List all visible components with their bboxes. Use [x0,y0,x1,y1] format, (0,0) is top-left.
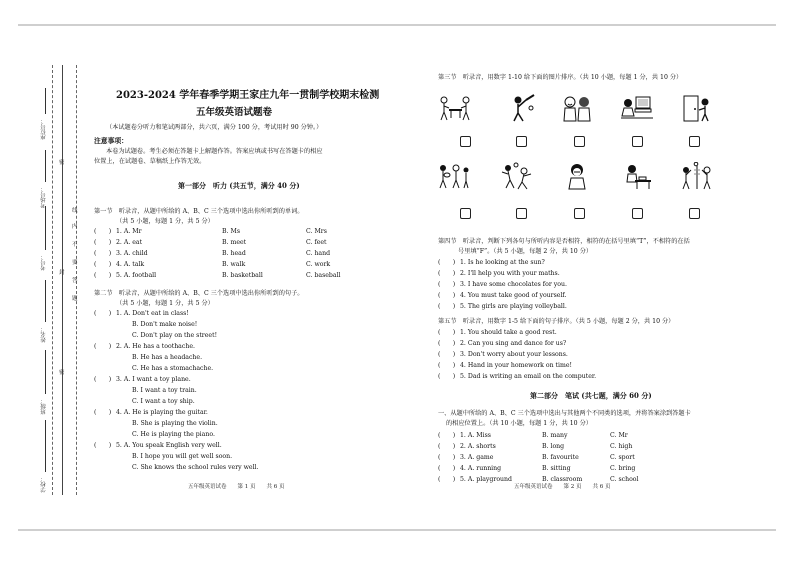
answer-paren[interactable]: ( ) [438,340,456,347]
option-c: C. high [610,443,633,450]
footer-page-2: 五年级英语试卷 第 2 页 共 6 页 [514,484,611,490]
option-c: C. bring [610,465,636,472]
option-a: 2. A. He has a toothache. [116,343,195,350]
option-b: B. Ms [222,228,240,235]
sentence: 1. You should take a good rest. [460,329,557,336]
option-b: B. head [222,250,246,257]
page-2 [434,70,764,500]
list-item [438,340,566,347]
school-blank[interactable] [45,420,46,472]
sec4-instruction-1: 第四节 听录音，判断下列各句与所听内容是否相符，相符的在括号里填“T”，不相符的在括 [438,238,690,245]
cut-line-outer [52,65,53,495]
option-c: C. He has a stomachache. [132,365,214,372]
sec3-instruction: 第三节 听录音，用数字 1-10 给下面的图片排序。（共 10 小题，每题 1 分，共 10 分） [438,74,683,81]
option-a: 5. A. playground [460,476,512,483]
option-c: C. sport [610,454,635,461]
baseball-batter-icon [504,94,538,122]
option-a: 1. A. Miss [460,432,491,439]
answer-paren[interactable]: ( ) [438,432,456,439]
sec4-instruction-2: 号里填“F”。（共 5 小题，每题 2 分，共 10 分） [458,248,593,255]
list-item [94,442,222,449]
list-item [438,443,496,450]
list-item [438,259,545,266]
bottom-rule [18,529,776,531]
statement: 2. I'll help you with your maths. [460,270,560,277]
answer-paren[interactable]: ( ) [94,261,112,268]
list-item [438,292,566,299]
statement: 3. I have some chocolates for you. [460,281,567,288]
answer-paren[interactable]: ( ) [438,259,456,266]
school-label: 学校： [41,476,47,493]
notice-heading: 注意事项： [94,137,128,145]
list-item [94,228,142,235]
seal-char-ti: 题 [72,296,78,302]
part2-heading: 第二部分 笔试 (共七题，满分 60 分) [530,391,652,400]
answer-paren[interactable]: ( ) [94,239,112,246]
answer-paren[interactable]: ( ) [438,443,456,450]
answer-paren[interactable]: ( ) [438,465,456,472]
seal-char-nei: 内 [72,224,78,230]
answer-box-pic-10[interactable] [689,208,700,219]
answer-paren[interactable]: ( ) [438,303,456,310]
notice-line-1: 本卷为试题卷。考生必须在答题卡上解题作答。答案应填或书写在答题卡的相应 [106,148,323,155]
option-a: 4. A. running [460,465,502,472]
answer-box-pic-8[interactable] [574,208,585,219]
seal-char-mi: 密 [59,160,65,166]
answer-paren[interactable]: ( ) [94,228,112,235]
option-a: 5. A. You speak English very well. [116,442,222,449]
band-playing-icon [436,162,470,190]
class-blank[interactable] [45,350,46,394]
boy-at-computer-icon [620,94,654,122]
p2-sec1-instruction-2: 的相应位置上。（共 10 小题，每题 1 分，共 10 分） [446,420,592,427]
list-item [438,303,567,310]
answer-paren[interactable]: ( ) [94,376,112,383]
part1-heading: 第一部分 听力 (共五节，满分 40 分) [178,181,300,190]
seal-line [62,65,63,495]
option-c: C. Mrs [306,228,327,235]
option-a: 3. A. I want a toy plane. [116,376,191,383]
boy-at-door-icon [680,94,714,122]
option-a: 5. A. football [116,272,157,279]
option-a: 4. A. He is playing the guitar. [116,409,208,416]
option-c: C. hand [306,250,331,257]
option-b: B. meet [222,239,247,246]
option-b: B. basketball [222,272,263,279]
list-item [438,465,501,472]
statement: 1. Is he looking at the sun? [460,259,545,266]
option-c: C. baseball [306,272,341,279]
top-rule [18,24,776,26]
list-item [438,454,493,461]
option-b: B. sitting [542,465,571,472]
list-item [438,281,567,288]
sec1-instruction: 第一节 听录音，从题中所给的 A、B、C 三个选项中选出你所听到的单词。 [94,208,304,215]
option-c: C. She knows the school rules very well. [132,464,259,471]
list-item [94,310,189,317]
list-item [438,351,568,358]
option-c: C. He is playing the piano. [132,431,215,438]
answer-paren[interactable]: ( ) [438,351,456,358]
list-item [438,373,596,380]
sentence: 3. Don't worry about your lessons. [460,351,568,358]
list-item [438,476,512,483]
list-item [94,250,148,257]
children-playing-icon [500,162,534,190]
exam-number-blank[interactable] [45,206,46,250]
sentence: 5. Dad is writing an email on the computer. [460,373,597,380]
p2-sec1-instruction-1: 一、从题中所给的 A、B、C 三个选项中选出与其他两个不同类的选项，并将答案涂到答题卡 [438,410,691,417]
option-b: B. classroom [542,476,583,483]
answer-paren[interactable]: ( ) [94,272,112,279]
option-c: C. feet [306,239,327,246]
exam-title: 2023-2024 学年春季学期王家庄九年一贯制学校期末检测 [116,90,380,101]
answer-paren[interactable]: ( ) [438,373,456,380]
list-item [438,432,491,439]
exam-room-blank[interactable] [45,150,46,182]
answer-paren[interactable]: ( ) [438,329,456,336]
name-blank[interactable] [45,280,46,322]
seat-number-blank[interactable] [45,88,46,114]
seal-char-feng: 封 [59,270,65,276]
seal-char-da: 答 [72,278,78,284]
option-b: B. She is playing the violin. [132,420,218,427]
ping-pong-players-icon [438,94,472,122]
answer-box-pic-1[interactable] [460,136,471,147]
option-c: C. work [306,261,331,268]
sentence: 2. Can you sing and dance for us? [460,340,567,347]
option-b: B. I want a toy train. [132,387,197,394]
exam-subtitle: 五年级英语试题卷 [196,107,273,118]
option-c: C. school [610,476,639,483]
answer-paren[interactable]: ( ) [438,281,456,288]
list-item [438,329,557,336]
exam-note: （本试题卷分听力和笔试两部分，共六页，满分 100 分，考试用时 90 分钟。） [106,124,323,131]
answer-box-pic-2[interactable] [516,136,527,147]
answer-box-pic-9[interactable] [632,208,643,219]
sec2-sub: （共 5 小题，每题 1 分，共 5 分） [116,300,214,307]
option-b: B. many [542,432,568,439]
answer-paren[interactable]: ( ) [94,250,112,257]
sick-child-icon [560,162,594,190]
seal-char-mi-2: 密 [59,370,65,376]
option-b: B. Don't make noise! [132,321,198,328]
answer-paren[interactable]: ( ) [438,476,456,483]
option-a: 3. A. game [460,454,494,461]
option-b: B. He has a headache. [132,354,203,361]
class-label: 班级： [41,398,47,415]
answer-paren[interactable]: ( ) [94,310,112,317]
list-item [438,270,560,277]
page-1 [88,80,410,500]
exam-room-label: 考场号： [41,186,47,208]
option-a: 2. A. eat [116,239,143,246]
answer-box-pic-5[interactable] [689,136,700,147]
children-laughing-icon [560,94,594,122]
seal-char-bu: 不 [72,242,78,248]
boy-writing-icon [620,162,654,190]
option-c: C. Don't play on the street! [132,332,218,339]
answer-box-pic-6[interactable] [460,208,471,219]
statement: 5. The girls are playing volleyball. [460,303,567,310]
option-b: B. long [542,443,565,450]
sec2-instruction: 第二节 听录音，从题中所给的 A、B、C 三个选项中选出你所听到的句子。 [94,290,304,297]
seat-number-label: 座位号： [41,118,47,140]
option-b: B. favourite [542,454,579,461]
option-a: 2. A. shorts [460,443,496,450]
seal-char-yao: 要 [72,260,78,266]
list-item [94,261,144,268]
answer-paren[interactable]: ( ) [94,409,112,416]
list-item [94,272,156,279]
name-label: 姓名： [41,326,47,343]
sec5-instruction: 第五节 听录音，用数字 1-5 给下面的句子排序。（共 5 小题，每题 2 分，共 10 分） [438,318,675,325]
sec1-sub: （共 5 小题，每题 1 分，共 5 分） [116,218,214,225]
seal-char-xian: 线 [72,208,78,214]
answer-paren[interactable]: ( ) [94,343,112,350]
list-item [94,239,142,246]
answer-paren[interactable]: ( ) [438,454,456,461]
answer-box-pic-4[interactable] [632,136,643,147]
answer-paren[interactable]: ( ) [438,362,456,369]
answer-box-pic-3[interactable] [574,136,585,147]
option-a: 1. A. Mr [116,228,142,235]
list-item [94,409,208,416]
option-a: 3. A. child [116,250,148,257]
option-a: 4. A. talk [116,261,145,268]
notice-line-2: 位置上，在试题卷、草稿纸上作答无效。 [94,158,206,165]
sentence: 4. Hand in your homework on time! [460,362,573,369]
exam-number-label: 考号： [41,254,47,271]
statement: 4. You must take good of yourself. [460,292,567,299]
option-b: B. I hope you will get well soon. [132,453,233,460]
answer-paren[interactable]: ( ) [438,270,456,277]
option-c: C. I want a toy ship. [132,398,195,405]
answer-paren[interactable]: ( ) [94,442,112,449]
answer-paren[interactable]: ( ) [438,292,456,299]
list-item [94,343,195,350]
volleyball-girls-icon [680,162,714,190]
footer-page-1: 五年级英语试卷 第 1 页 共 6 页 [188,484,285,490]
list-item [438,362,572,369]
option-a: 1. A. Don't eat in class! [116,310,189,317]
answer-box-pic-7[interactable] [516,208,527,219]
list-item [94,376,191,383]
option-b: B. walk [222,261,246,268]
option-c: C. Mr [610,432,628,439]
